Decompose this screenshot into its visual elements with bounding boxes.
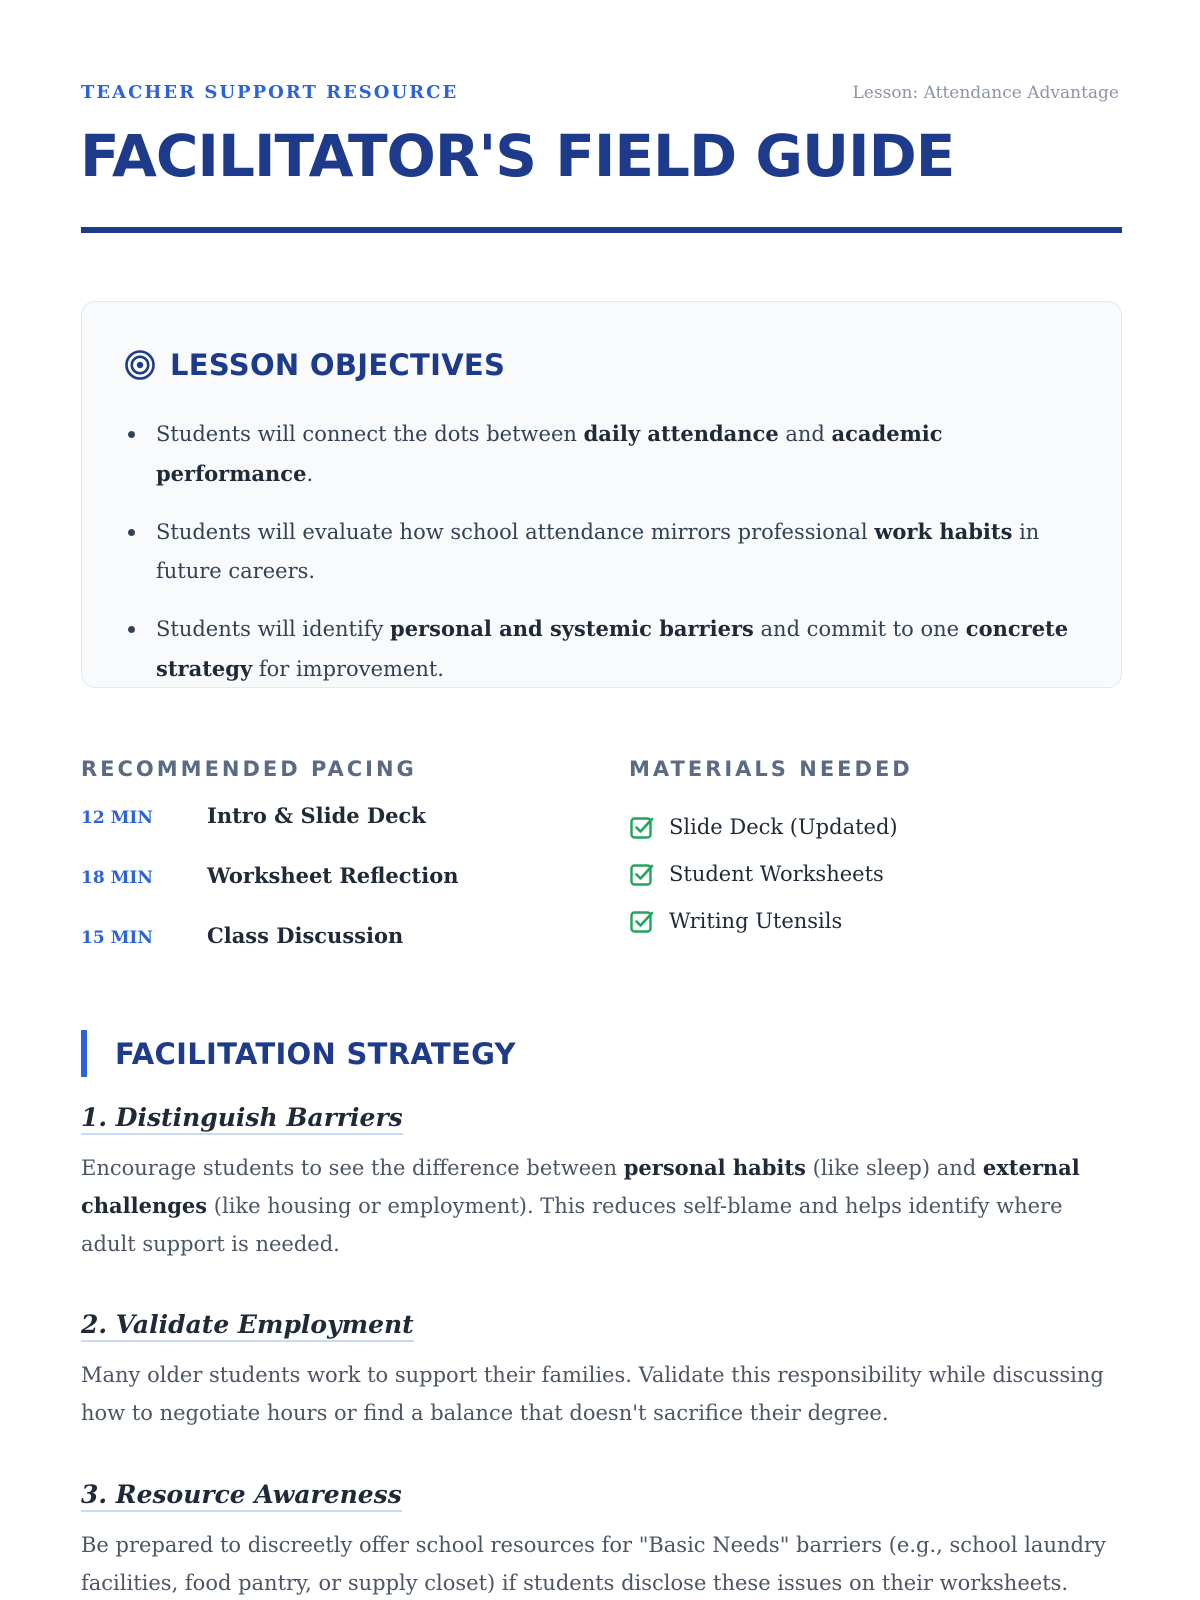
pacing-section: [81, 757, 581, 983]
pacing-title: RECOMMENDED PACING: [81, 757, 417, 781]
strategy-step: [81, 1480, 1122, 1600]
title-divider: [81, 227, 1122, 233]
step-title: 3. Resource Awareness: [81, 1480, 402, 1512]
page-title: FACILITATOR'S FIELD GUIDE: [80, 122, 955, 190]
pacing-activity: Intro & Slide Deck: [207, 803, 426, 828]
lesson-reference: Lesson: Attendance Advantage: [852, 83, 1119, 103]
strategy-step: [81, 1310, 1122, 1432]
step-body: Many older students work to support their families. Validate this responsibility while discussing how to negotiate hours or find a balance that doesn't sacrifice their degree.: [81, 1363, 1104, 1425]
materials-title: MATERIALS NEEDED: [629, 757, 913, 781]
pacing-time: 15 MIN: [81, 928, 153, 948]
objective-item: Students will identify personal and systemic barriers and commit to one concrete strategy for improvement.: [124, 609, 1083, 689]
materials-label: Writing Utensils: [669, 908, 843, 933]
pacing-time: 12 MIN: [81, 808, 153, 828]
checkbox-checked-icon: [629, 814, 655, 840]
step-title: 2. Validate Employment: [81, 1310, 414, 1342]
objectives-header: [124, 348, 505, 382]
checkbox-checked-icon: [629, 861, 655, 887]
pacing-row: [81, 923, 581, 983]
objectives-list: [124, 414, 1083, 707]
checkbox-checked-icon: [629, 908, 655, 934]
pacing-activity: Worksheet Reflection: [207, 863, 459, 888]
materials-item: [629, 850, 1119, 897]
materials-item: [629, 803, 1119, 850]
pacing-row: [81, 803, 581, 863]
materials-label: Slide Deck (Updated): [669, 814, 898, 839]
objective-item: Students will evaluate how school attendance mirrors professional work habits in future careers.: [124, 512, 1083, 591]
strategy-header: [81, 1030, 516, 1077]
materials-section: [629, 757, 1119, 944]
strategy-step: [81, 1103, 1122, 1263]
target-icon: [124, 349, 156, 381]
objective-item: Students will connect the dots between daily attendance and academic performance.: [124, 414, 1083, 494]
step-body: Encourage students to see the difference between personal habits (like sleep) and external challenges (like housing or employment). This reduces self-blame and helps identify where adult support is needed.: [81, 1155, 1080, 1256]
pacing-activity: Class Discussion: [207, 923, 404, 948]
pacing-time: 18 MIN: [81, 868, 153, 888]
objectives-title: LESSON OBJECTIVES: [170, 348, 506, 382]
header-row: [81, 82, 1119, 103]
step-body: Be prepared to discreetly offer school resources for "Basic Needs" barriers (e.g., school laundry facilities, food pantry, or supply closet) if students disclose these issues on their worksheets.: [81, 1533, 1106, 1595]
strategy-title: FACILITATION STRATEGY: [115, 1036, 516, 1071]
materials-item: [629, 897, 1119, 944]
step-title: 1. Distinguish Barriers: [81, 1103, 403, 1135]
pacing-row: [81, 863, 581, 923]
resource-kicker: TEACHER SUPPORT RESOURCE: [81, 82, 459, 103]
materials-label: Student Worksheets: [669, 861, 884, 886]
objectives-card: [81, 301, 1122, 688]
